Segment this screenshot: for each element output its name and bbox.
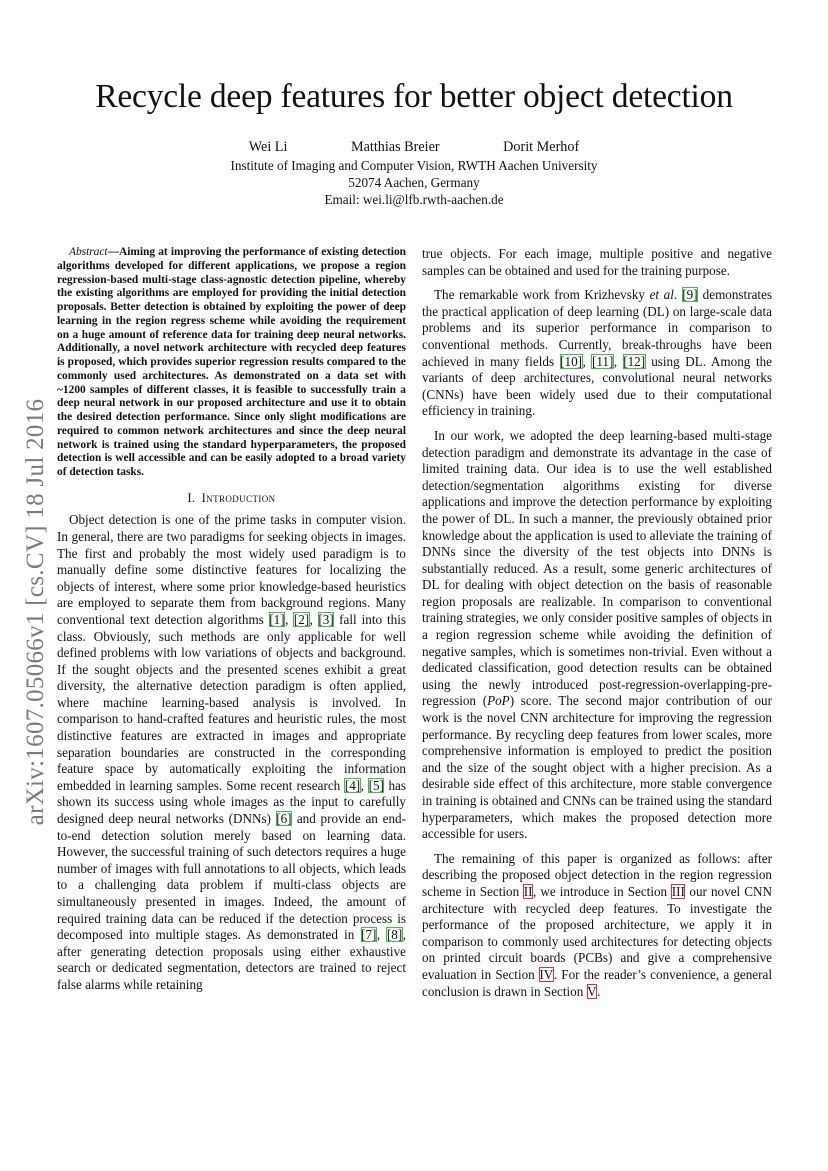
section-link[interactable]: IV <box>539 966 554 982</box>
text-run: , we introduce in Section <box>533 883 672 899</box>
math-symbol: PoP <box>487 693 510 709</box>
body-paragraph <box>422 851 772 1000</box>
section-link[interactable]: III <box>671 883 685 899</box>
text-run: our novel CNN architecture with recycled deep features. To investigate the performance of the proposed architecture, we apply it in comparison to commonly used architectures for detecting objects on printed circuit boards (PCBs) and give a comprehensive evaluation in Section <box>422 883 772 982</box>
left-column <box>57 246 406 994</box>
citation-link[interactable]: [10] <box>560 353 583 369</box>
abstract-text: Aiming at improving the performance of existing detection algorithms developed for different applications, we propose a region regression-based multi-stage class-agnostic detection pipeline, whereby the existing algorithms are employed for providing the initial detection proposals. Better detection is obtained by exploiting the power of deep learning in the region regress scheme while avoiding the requirement on a huge amount of reference data for training deep neural networks. Additionally, a novel network architecture with recycled deep features is proposed, which provides superior regression results compared to the commonly used architectures. As demonstrated on a data set with ~1200 samples of different classes, it is feasible to successfully train a deep neural network in our proposed architecture and use it to obtain the desired detection performance. Since only slight modifications are required to common network architectures and since the deep neural network is trained using the standard hyperparameters, the proposed detection is well accessible and can be easily adopted to a broad variety of detection tasks. <box>57 246 406 478</box>
intro-paragraph <box>57 512 406 993</box>
citation-link[interactable]: [4] <box>344 777 361 793</box>
text-run: , <box>613 353 623 369</box>
section-title: Introduction <box>201 490 276 505</box>
author-name: Wei Li <box>248 139 288 155</box>
section-number: I. <box>187 490 196 505</box>
arxiv-stamp <box>14 372 58 852</box>
text-run: , <box>360 777 369 793</box>
citation-link[interactable]: [7] <box>361 927 377 943</box>
text-run: In our work, we adopted the deep learning-based multi-stage detection paradigm and demonstrate its advantage in the case of limited training data. Our idea is to use the well established detection/segmentation algorithms existing for diverse applications and improve the detection performance by exploiting the power of DL. In such a manner, the previously obtained prior knowledge about the application is used to alleviate the training of DNNs since the diversity of the test objects into DNNs is substantially reduced. As a result, some generic architectures of DL for dealing with object detection on the basis of reasonable region proposals are realizable. In comparison to conventional training strategies, we only consider positive samples of objects in a region regression scheme while avoiding the definition of negative samples, which is sometimes non-trivial. Even without a dedicated classification, good detection results can be obtained using the newly introduced post-regression-overlapping-pre-regression ( <box>422 427 772 709</box>
text-run: fall into this class. Obviously, such methods are only applicable for well defined problems with low variations of objects and background. If the sought objects and the presented scenes exhibit a great diversity, the alternative detection paradigm is often applied, where machine learning-based analysis is involved. In comparison to hand-crafted features and heuristic rules, the most distinctive features are extracted in images and appropriate separation boundaries are constructed in the corresponding feature space by automatically exploiting the information embedded in learning samples. Some recent research <box>57 611 406 793</box>
text-run: , <box>309 611 318 627</box>
citation-link[interactable]: [3] <box>318 611 334 627</box>
text-run: , after generating detection proposals using either exhaustive search or dedicated segmentation, detectors are trained to reject false alarms while retaining <box>57 927 406 992</box>
text-run: The remaining of this paper is organized as follows: after describing the proposed object detection in the region regression scheme in Section <box>422 850 772 899</box>
body-paragraph <box>422 287 772 420</box>
text-run: Object detection is one of the prime tasks in computer vision. In general, there are two paradigms for seeking objects in images. The first and probably the most widely used paradigm is to manually define some distinctive features for localizing the objects of interest, where some prior knowledge-based heuristics are employed to separate them from background regions. Many conventional text detection algorithms <box>57 512 406 627</box>
citation-link[interactable]: [1] <box>269 611 285 627</box>
text-run: has shown its success using whole images as the input to carefully designed deep neural networks (DNNs) <box>57 777 406 827</box>
body-paragraph: true objects. For each image, multiple positive and negative samples can be obtained and used for the training purpose. <box>422 246 772 278</box>
text-run: et al <box>649 287 674 303</box>
right-column <box>422 246 772 1000</box>
text-run: . <box>597 983 601 999</box>
abstract-label: Abstract <box>69 246 108 258</box>
citation-link[interactable]: [12] <box>623 353 646 369</box>
text-run: , <box>285 611 294 627</box>
section-heading <box>57 490 406 507</box>
citation-link[interactable]: [11] <box>591 353 614 369</box>
citation-link[interactable]: [5] <box>368 777 384 793</box>
text-run: The remarkable work from Krizhevsky <box>434 287 650 303</box>
section-link[interactable]: II <box>523 883 533 899</box>
abstract-dash: — <box>107 246 119 258</box>
text-run: and provide an end-to-end detection solution merely based on learning data. However, the successful training of such detectors requires a huge number of images with full annotations to all objects, which leads to a challenging data problem if multi-class objects are simultaneously presented in images. Indeed, the amount of required training data can be reduced if the detection process is decomposed into multiple stages. As demonstrated in <box>57 811 406 943</box>
text-run: , <box>582 353 592 369</box>
citation-link[interactable]: [8] <box>386 927 403 943</box>
arxiv-stamp-text: arXiv:1607.05066v1 [cs.CV] 18 Jul 2016 <box>22 398 49 826</box>
text-run: ) score. The second major contribution of our work is the novel CNN architecture for improving the regression performance. By recycling deep features from lower scales, more comprehensive information is employed to predict the position and the size of the sought object with a higher precision. As a desirable side effect of this architecture, more stable convergence in training is obtained and CNNs can be trained using the standard hyperparameters, which makes the proposed detection more accessible for users. <box>422 693 772 842</box>
affiliation: Institute of Imaging and Computer Vision, RWTH Aachen University <box>230 158 598 173</box>
citation-link[interactable]: [2] <box>293 611 310 627</box>
section-link[interactable]: V <box>587 983 597 999</box>
email: Email: wei.li@lfb.rwth-aachen.de <box>324 192 504 207</box>
author-list <box>0 139 828 156</box>
body-paragraph <box>422 428 772 843</box>
citation-link[interactable]: [9] <box>682 287 698 303</box>
address: 52074 Aachen, Germany <box>348 175 480 190</box>
abstract <box>57 246 406 480</box>
text-run: . For the reader’s convenience, a general conclusion is drawn in Section <box>422 966 772 999</box>
paper-title: Recycle deep features for better object detection <box>95 78 733 115</box>
text-run: , <box>376 927 387 943</box>
author-name: Dorit Merhof <box>503 139 580 155</box>
text-run: using DL. Among the variants of deep architectures, convolutional neural networks (CNNs) have been widely used due to their computational efficiency in training. <box>422 353 772 419</box>
text-run: . <box>673 287 682 303</box>
text-run: demonstrates the practical application of deep learning (DL) on large-scale data problems and its superior performance in comparison to conventional methods. Currently, break-throughs have been achieved in many fields <box>422 287 772 369</box>
author-name: Matthias Breier <box>350 139 440 155</box>
citation-link[interactable]: [6] <box>276 811 292 827</box>
